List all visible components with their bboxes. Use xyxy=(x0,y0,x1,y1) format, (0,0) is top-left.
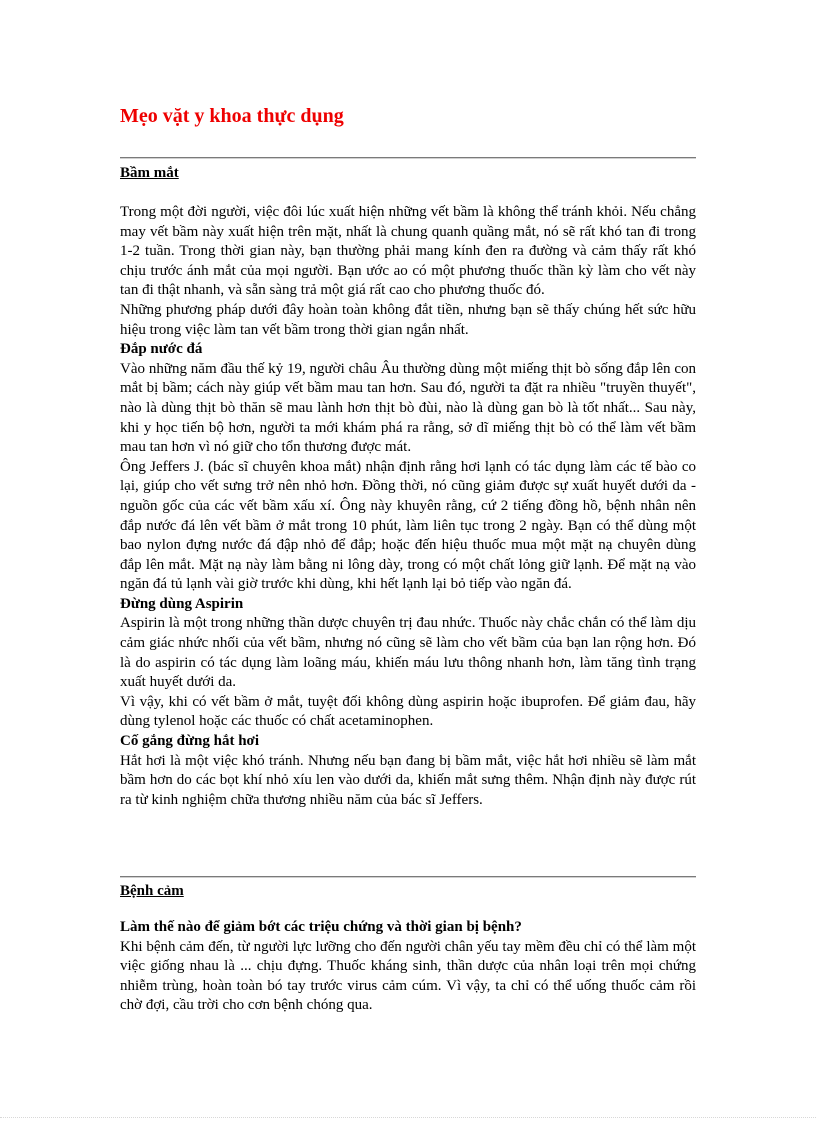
paragraph: Vì vậy, khi có vết bầm ở mắt, tuyệt đối không dùng aspirin hoặc ibuprofen. Để giảm đau, hãy dùng tylenol hoặc các thuốc có chất acetaminophen. xyxy=(120,693,696,730)
subheading-dap-nuoc-da: Đắp nước đá xyxy=(120,341,203,358)
page-title: Mẹo vặt y khoa thực dụng xyxy=(120,105,344,127)
section-divider xyxy=(120,157,696,159)
section-heading-benh-cam: Bệnh cảm xyxy=(120,883,184,899)
section-divider xyxy=(120,876,696,878)
section-heading-bam-mat: Bầm mắt xyxy=(120,165,179,181)
paragraph: Khi bệnh cảm đến, từ người lực lưỡng cho đến người chân yếu tay mềm đều chỉ có thể làm một việc giống nhau là ... chịu đựng. Thuốc kháng sinh, thần dược của nhân loại trên mọi chứng nhiễm trùng, hoàn toàn bó tay trước virus cảm cúm. Vì vậy, ta chỉ có thể uống thuốc cảm rồi chờ đợi, cầu trời cho cơn bệnh chóng qua. xyxy=(120,938,696,1014)
paragraph: Ông Jeffers J. (bác sĩ chuyên khoa mắt) nhận định rằng hơi lạnh có tác dụng làm các tế bào co lại, giúp cho vết sưng trở nên nhỏ hơn. Đồng thời, nó cũng giảm được sự xuất huyết dưới da - nguồn gốc của các vết bầm xấu xí. Ông này khuyên rằng, cứ 2 tiếng đồng hồ, bệnh nhân nên đắp nước đá lên vết bầm ở mắt trong 10 phút, làm liên tục trong 2 ngày. Bạn có thể dùng một bao nylon đựng nước đá đập nhỏ để đắp; hoặc đến hiệu thuốc mua một mặt nạ chuyên dùng đắp lên mắt. Mặt nạ này làm bằng ni lông dày, trong có một chất lỏng giữ lạnh. Để mặt nạ vào ngăn đá tủ lạnh vài giờ trước khi dùng, khi hết lạnh lại bỏ tiếp vào ngăn đá. xyxy=(120,458,696,593)
page-bottom-border xyxy=(0,1117,816,1118)
paragraph: Những phương pháp dưới đây hoàn toàn không đắt tiền, nhưng bạn sẽ thấy chúng hết sức hữu hiệu trong việc làm tan vết bầm trong thời gian ngắn nhất. xyxy=(120,301,696,338)
paragraph: Hắt hơi là một việc khó tránh. Nhưng nếu bạn đang bị bầm mắt, việc hắt hơi nhiều sẽ làm mắt bầm hơn do các bọt khí nhỏ xíu len vào dưới da, khiến mắt sưng thêm. Nhận định này được rút ra từ kinh nghiệm chữa thương nhiều năm của bác sĩ Jeffers. xyxy=(120,752,696,808)
paragraph: Aspirin là một trong những thần dược chuyên trị đau nhức. Thuốc này chắc chắn có thể làm dịu cảm giác nhức nhối của vết bầm, nhưng nó cũng sẽ làm cho vết bầm của bạn lan rộng hơn. Đó là do aspirin có tác dụng làm loãng máu, khiến máu lưu thông nhanh hơn, làm tăng tình trạng xuất huyết dưới da. xyxy=(120,615,696,691)
paragraph: Trong một đời người, việc đôi lúc xuất hiện những vết bầm là không thể tránh khỏi. Nếu chẳng may vết bầm này xuất hiện trên mặt, nhất là chung quanh quầng mắt, nó sẽ rất khó tan đi trong 1-2 tuần. Trong thời gian này, bạn thường phải mang kính đen ra đường và cảm thấy rất khó chịu trước ánh mắt của mọi người. Bạn ước ao có một phương thuốc thần kỳ làm cho vết này tan đi thật nhanh, và sẵn sàng trả một giá rất cao cho phương thuốc đó. xyxy=(120,204,696,299)
subheading-dung-dung-aspirin: Đừng dùng Aspirin xyxy=(120,595,244,612)
section-body-benh-cam xyxy=(120,918,696,1016)
paragraph: Vào những năm đầu thế kỷ 19, người châu Âu thường dùng một miếng thịt bò sống đắp lên con mắt bị bầm; cách này giúp vết bầm mau tan hơn. Sau đó, người ta đặt ra nhiều "truyền thuyết", nào là dùng thịt bò thăn sẽ mau lành hơn thịt bò đùi, nào là dùng gan bò là tốt nhất... Sau này, khi y học tiến bộ hơn, người ta mới khám phá ra rằng, sở dĩ miếng thịt bò có thể làm vết bầm mau tan hơn vì nó giữ cho tổn thương được mát. xyxy=(120,360,696,456)
subheading-co-gang-dung-hat-hoi: Cố gắng đừng hắt hơi xyxy=(120,733,260,750)
question-heading: Làm thế nào để giảm bớt các triệu chứng và thời gian bị bệnh? xyxy=(120,919,522,935)
section-body-bam-mat xyxy=(120,203,696,810)
